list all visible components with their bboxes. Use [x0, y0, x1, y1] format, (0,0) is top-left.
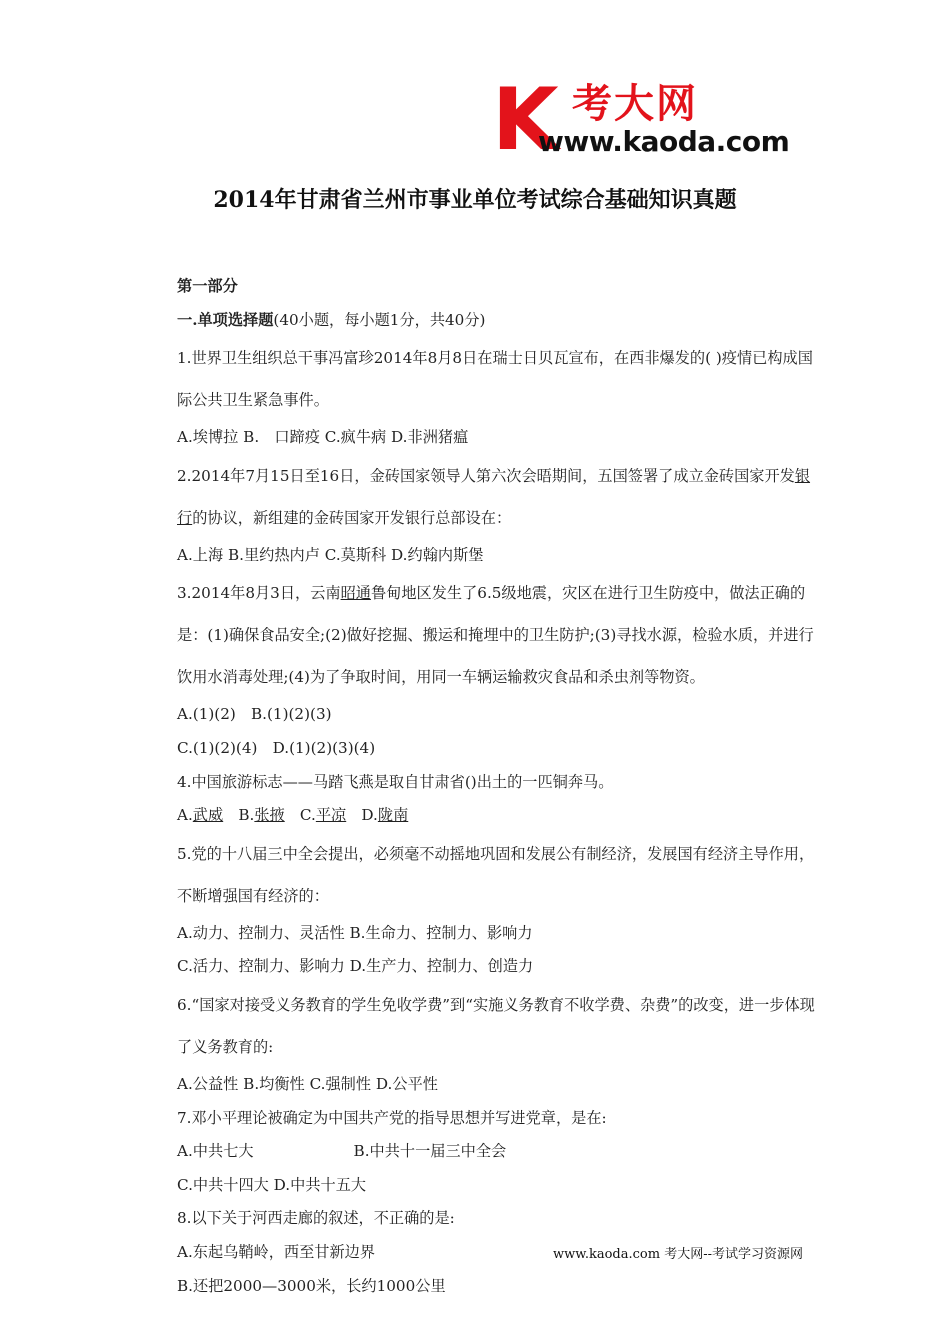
link-zhaotong[interactable]: 昭通	[340, 584, 371, 603]
question-3	[146, 572, 820, 698]
link-pingliang[interactable]: 平凉	[315, 806, 347, 825]
option-c-prefix: C.	[284, 806, 316, 825]
question-8-option-a: A.东起乌鞘岭，西至甘新边界	[177, 1242, 376, 1261]
question-4-options	[146, 799, 820, 833]
page-footer: www.kaoda.com 考大网--考试学习资源网	[553, 1247, 803, 1262]
question-2	[146, 455, 820, 539]
link-wuwei[interactable]: 武威	[192, 806, 224, 825]
question-type-note: (40小题，每小题1分，共40分)	[273, 310, 486, 329]
question-2-text-pre: 2.2014年7月15日至16日，金砖国家领导人第六次会晤期间，五国签署了成立金砖国家开发	[177, 466, 795, 485]
question-3-options-cd: C.(1)(2)(4) D.(1)(2)(3)(4)	[177, 738, 376, 757]
question-7-options-cd: C.中共十四大 D.中共十五大	[177, 1175, 367, 1194]
question-6-options: A.公益性 B.均衡性 C.强制性 D.公平性	[177, 1074, 438, 1093]
question-1: 1.世界卫生组织总干事冯富珍2014年8月8日在瑞士日贝瓦宣布，在西非爆发的( )疫情已构成国际公共卫生紧急事件。	[177, 349, 813, 410]
question-8: 8.以下关于河西走廊的叙述，不正确的是:	[177, 1209, 455, 1228]
question-7-option-b: B.中共十一届三中全会	[353, 1142, 507, 1161]
question-5: 5.党的十八届三中全会提出，必须毫不动摇地巩固和发展公有制经济，发展国有经济主导作用，不断增强国有经济的：	[177, 844, 815, 905]
question-2-text-post: 的协议，新组建的金砖国家开发银行总部设在：	[192, 508, 512, 527]
question-4: 4.中国旅游标志——马踏飞燕是取自甘肃省()出土的一匹铜奔马。	[177, 772, 614, 791]
question-7-options-ab	[146, 1135, 820, 1169]
question-type-label: 一.单项选择题	[177, 310, 274, 329]
question-8-option-b: B.还把2000—3000米，长约1000公里	[177, 1276, 446, 1295]
option-a-prefix: A.	[177, 806, 193, 825]
question-1-options: A.埃博拉 B. 口蹄疫 C.疯牛病 D.非洲猪瘟	[177, 428, 469, 447]
link-zhangye[interactable]: 张掖	[254, 806, 285, 825]
logo-chinese-name: 考大网	[572, 81, 698, 127]
question-type-heading	[146, 304, 820, 338]
question-7: 7.邓小平理论被确定为中国共产党的指导思想并写进党章，是在:	[177, 1108, 607, 1127]
option-d-prefix: D.	[346, 806, 378, 825]
question-6: 6.“国家对接受义务教育的学生免收学费”到“实施义务教育不收学费、杂费”的改变，进一步体现了义务教育的:	[177, 995, 815, 1056]
kaoda-logo	[492, 70, 810, 170]
question-3-text-post: 鲁甸地区发生了6.5级地震，灾区在进行卫生防疫中，做法正确的是：(1)确保食品安全;(2)做好挖掘、搬运和掩埋中的卫生防护;(3)寻找水源，检验水质，并进行饮用水消毒处理;(4)为了争取时间，用同一车辆运输救灾食品和杀虫剂等物资。	[177, 584, 814, 687]
section-heading: 第一部分	[177, 277, 238, 295]
question-5-options-cd: C.活力、控制力、影响力 D.生产力、控制力、创造力	[177, 957, 534, 976]
link-yinhang[interactable]: 银行	[177, 466, 811, 527]
question-2-options: A.上海 B.里约热内卢 C.莫斯科 D.约翰内斯堡	[177, 545, 484, 564]
question-7-option-a: A.中共七大	[177, 1142, 254, 1161]
page-title: 2014年甘肃省兰州市事业单位考试综合基础知识真题	[213, 187, 737, 213]
logo-url: www.kaoda.com	[538, 125, 790, 158]
link-longnan[interactable]: 陇南	[377, 806, 409, 825]
option-b-prefix: B.	[223, 806, 255, 825]
question-3-options-ab: A.(1)(2) B.(1)(2)(3)	[177, 705, 332, 724]
question-3-text-pre: 3.2014年8月3日，云南	[177, 584, 341, 603]
document-body	[146, 270, 820, 1303]
logo-k-mark: K	[492, 70, 555, 170]
question-5-options-ab: A.动力、控制力、灵活性 B.生命力、控制力、影响力	[177, 923, 533, 942]
